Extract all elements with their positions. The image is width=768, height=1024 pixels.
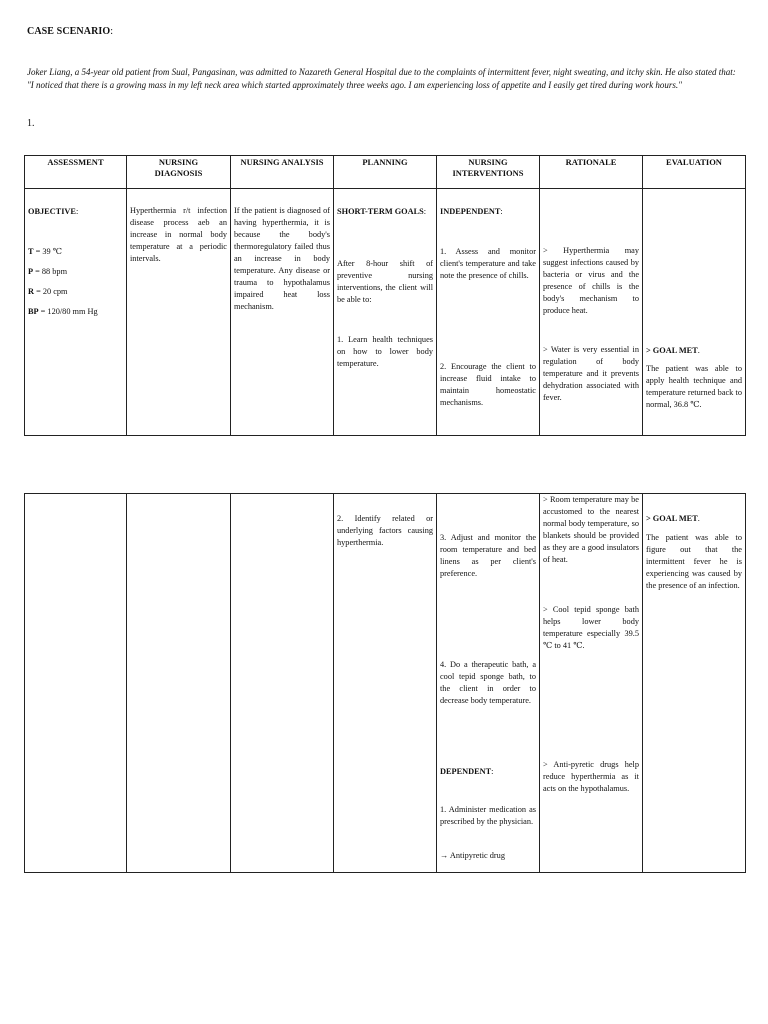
care-plan-table-1: [24, 155, 746, 436]
assessment-cell: [25, 494, 127, 873]
evaluation-text: The patient was able to apply health technique and temperature returned back to normal, 36.8 ℃.: [646, 364, 742, 409]
intervention-2: 2. Encourage the client to increase fluid intake to maintain homeostatic mechanisms.: [440, 362, 536, 407]
table-row: [25, 494, 746, 873]
rationale-1: > Hyperthermia may suggest infections caused by bacteria or virus and the presence of chills is the body's mechanism to produce heat.: [543, 246, 639, 315]
assessment-cell: [25, 189, 127, 436]
interventions-cell: [437, 494, 540, 873]
vital-respiration: R = 20 cpm: [28, 287, 68, 296]
evaluation-cell: [643, 494, 746, 873]
analysis-cell: [231, 494, 334, 873]
section-number: 1.: [27, 118, 35, 129]
diagnosis-cell: [127, 494, 231, 873]
rationale-2: > Water is very essential in regulation of body temperature and it prevents dehydration associated with fever.: [543, 345, 639, 402]
document-title: CASE SCENARIO:: [27, 26, 114, 37]
short-term-goals-heading: SHORT-TERM GOALS:: [337, 207, 427, 216]
intervention-3: 3. Adjust and monitor the room temperature and bed linens as per client's preference.: [440, 533, 536, 578]
rationale-5: > Anti-pyretic drugs help reduce hyperthermia as it acts on the hypothalamus.: [543, 760, 639, 793]
planning-intro: After 8-hour shift of preventive nursing interventions, the client will be able to:: [337, 259, 433, 304]
interventions-cell: [437, 189, 540, 436]
header-evaluation: EVALUATION: [643, 156, 746, 189]
diagnosis-text: Hyperthermia r/t infection disease process aeb an increase in normal body temperature at a periodic intervals.: [130, 206, 227, 263]
header-nursing-analysis: NURSING ANALYSIS: [231, 156, 334, 189]
header-rationale: RATIONALE: [540, 156, 643, 189]
rationale-cell: [540, 189, 643, 436]
intervention-1: 1. Assess and monitor client's temperature and take note the presence of chills.: [440, 247, 536, 280]
table-row: [25, 189, 746, 436]
diagnosis-cell: [127, 189, 231, 436]
goal-met-heading: > GOAL MET.: [646, 514, 700, 523]
header-assessment: ASSESSMENT: [25, 156, 127, 189]
analysis-cell: [231, 189, 334, 436]
header-nursing-interventions: NURSING INTERVENTIONS: [437, 156, 540, 189]
rationale-3: > Room temperature may be accustomed to the nearest normal body temperature, so blankets should be provided as they are a good insulators of heat.: [543, 495, 639, 564]
header-nursing-diagnosis: NURSING DIAGNOSIS: [127, 156, 231, 189]
rationale-cell: [540, 494, 643, 873]
planning-cell: [334, 189, 437, 436]
goal-met-heading: > GOAL MET.: [646, 346, 700, 355]
evaluation-cell: [643, 189, 746, 436]
case-scenario-text: Joker Liang, a 54-year old patient from Sual, Pangasinan, was admitted to Nazareth General Hospital due to the complaints of intermittent fever, night sweating, and itchy skin. He also stated that: "I noticed that there is a growing mass in my left neck area which started approximately three weeks ago. I am experiencing loss of appetite and I easily get tired during work hours.": [27, 67, 736, 90]
intervention-4: 4. Do a therapeutic bath, a cool tepid sponge bath, to the client in order to decrease body temperature.: [440, 660, 536, 705]
dependent-intervention-1-sub: → Antipyretic drug: [440, 851, 505, 860]
vital-blood-pressure: BP = 120/80 mm Hg: [28, 307, 98, 316]
dependent-intervention-1: 1. Administer medication as prescribed by the physician.: [440, 805, 536, 826]
objective-heading: OBJECTIVE:: [28, 207, 79, 216]
planning-goal-1: 1. Learn health techniques on how to lower body temperature.: [337, 335, 433, 368]
vital-temperature: T = 39 ℃: [28, 247, 63, 256]
care-plan-table-2: [24, 493, 746, 873]
rationale-4: > Cool tepid sponge bath helps lower body temperature especially 39.5 ℃ to 41 ℃.: [543, 605, 639, 650]
planning-cell: [334, 494, 437, 873]
dependent-heading: DEPENDENT:: [440, 767, 494, 776]
vital-pulse: P = 88 bpm: [28, 267, 68, 276]
analysis-text: If the patient is diagnosed of having hyperthermia, it is because the body's thermoregulatory failed thus an increase in body temperature. Any disease or trauma to hypothalamus impaired heat loss mechanism.: [234, 206, 330, 311]
header-planning: PLANNING: [334, 156, 437, 189]
evaluation-text: The patient was able to figure out that the intermittent fever he is experiencing was caused by the presence of an infection.: [646, 533, 742, 590]
planning-goal-2: 2. Identify related or underlying factors causing hyperthermia.: [337, 514, 433, 547]
table-header-row: [25, 156, 746, 189]
independent-heading: INDEPENDENT:: [440, 207, 503, 216]
